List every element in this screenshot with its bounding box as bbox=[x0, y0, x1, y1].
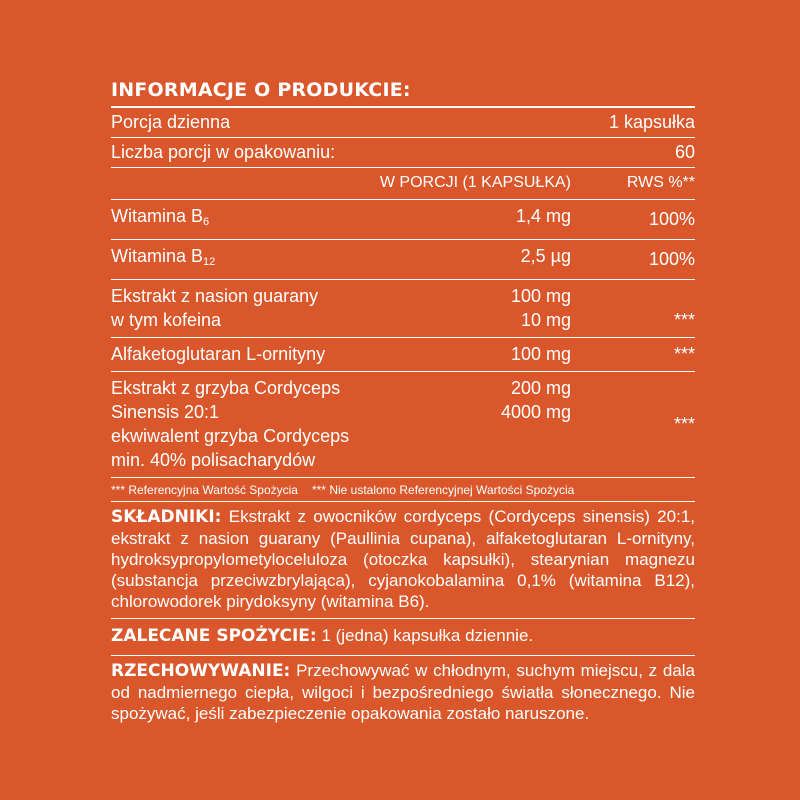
footnote-rws: *** Referencyjna Wartość Spożycia bbox=[111, 483, 298, 497]
storage-section bbox=[111, 656, 695, 730]
nutrient-amount: 100 mg bbox=[510, 344, 571, 364]
nutrient-name: Ekstrakt z grzyba Cordyceps Sinensis 20:1 ekwiwalent grzyba Cordyceps min. 40% polisacharydów bbox=[111, 378, 350, 470]
footnotes bbox=[111, 478, 695, 502]
section-title: INFORMACJE O PRODUKCIE: bbox=[111, 78, 695, 108]
ingredients-section bbox=[111, 502, 695, 619]
nutrient-amount: 2,5 µg bbox=[520, 246, 571, 266]
recommended-label: ZALECANE SPOŻYCIE: bbox=[111, 626, 317, 646]
nutrient-rws: *** bbox=[673, 310, 695, 330]
rws-header: RWS %** bbox=[626, 174, 695, 191]
serving-label: Porcja dzienna bbox=[111, 112, 231, 132]
nutrient-row bbox=[111, 338, 695, 372]
nutrient-amount: 1,4 mg bbox=[515, 206, 571, 226]
nutrient-row bbox=[111, 240, 695, 280]
recommended-section bbox=[111, 619, 695, 656]
nutrient-rws: *** bbox=[673, 414, 695, 434]
nutrient-name: Ekstrakt z nasion guarany w tym kofeina bbox=[111, 286, 319, 330]
nutrient-row bbox=[111, 280, 695, 338]
product-info-panel bbox=[111, 78, 695, 730]
nutrient-row bbox=[111, 372, 695, 478]
nutrient-name: Alfaketoglutaran L-ornityny bbox=[111, 344, 326, 364]
ingredients-label: SKŁADNIKI: bbox=[111, 507, 222, 527]
servings-count-value: 60 bbox=[674, 142, 695, 162]
per-serving-header: W PORCJI (1 KAPSUŁKA) bbox=[379, 174, 571, 191]
serving-row bbox=[111, 108, 695, 138]
recommended-text: 1 (jedna) kapsułka dziennie. bbox=[316, 626, 534, 645]
storage-label: RZECHOWYWANIE: bbox=[111, 661, 291, 681]
nutrient-rws: 100% bbox=[648, 249, 695, 269]
nutrient-amount: 100 mg 10 mg bbox=[510, 286, 571, 330]
nutrient-name: Witamina $B_6$ bbox=[111, 206, 210, 228]
column-header-row bbox=[111, 168, 695, 200]
storage-text: Przechowywać w chłodnym, suchym miejscu, z dala od nadmiernego ciepła, wilgoci i bezpośredniego światła słonecznego. Nie spożywać, jeśli zabezpieczenie opakowania zostało naruszone. bbox=[111, 661, 695, 723]
serving-value: 1 kapsułka bbox=[608, 112, 695, 132]
nutrient-amount: 200 mg 4000 mg bbox=[500, 378, 571, 422]
nutrient-rws: *** bbox=[673, 344, 695, 364]
servings-count-row bbox=[111, 138, 695, 168]
nutrient-name: Witamina $B_{12}$ bbox=[111, 246, 216, 268]
nutrient-row bbox=[111, 200, 695, 240]
ingredients-text: Ekstrakt z owocników cordyceps (Cordyceps sinensis) 20:1, ekstrakt z nasion guarany (Paullinia cupana), alfaketoglutaran L-ornityny, hydroksypropylometyloceluloza (otoczka kapsułki), stearynian magnezu (substancja przeciwzbrylająca), cyjanokobalamina 0,1% (witamina B12), chlorowodorek pirydoksyny (witamina B6). bbox=[111, 507, 695, 611]
servings-count-label: Liczba porcji w opakowaniu: bbox=[111, 142, 336, 162]
nutrient-rws: 100% bbox=[648, 209, 695, 229]
footnote-no-rws: *** Nie ustalono Referencyjnej Wartości Spożycia bbox=[311, 483, 575, 497]
